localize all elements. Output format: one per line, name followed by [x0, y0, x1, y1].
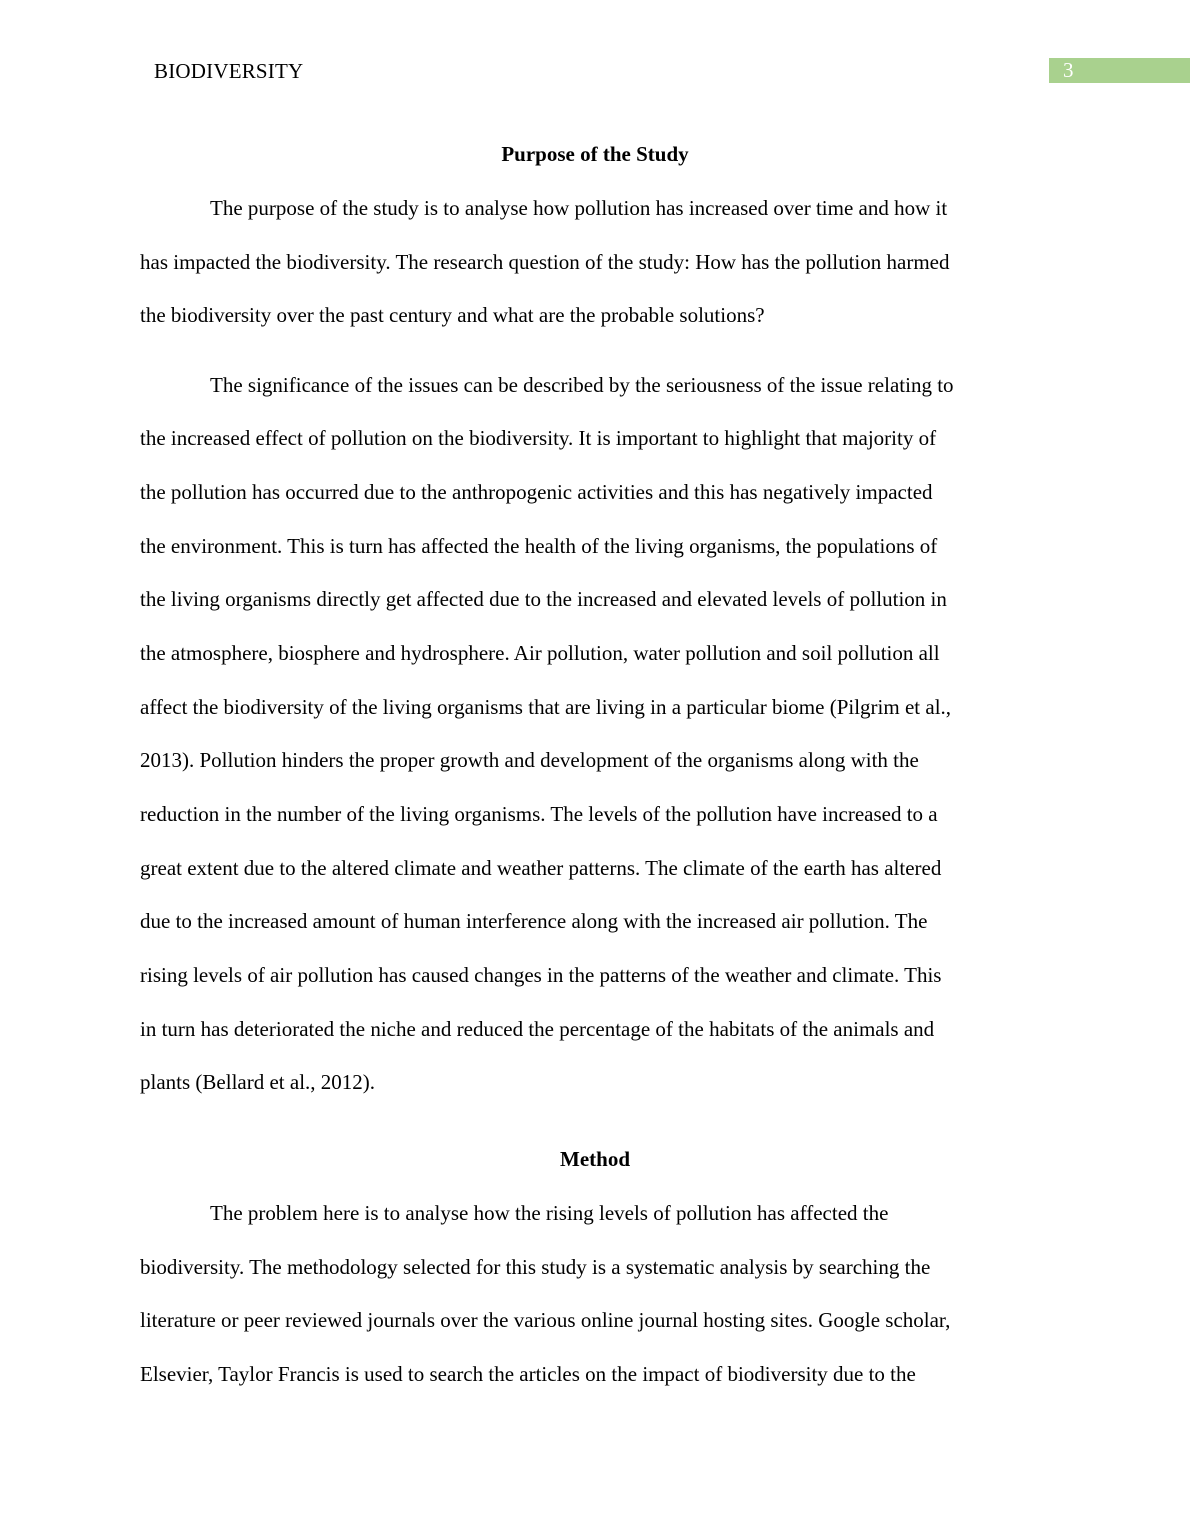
text-line: the environment. This is turn has affected the health of the living organisms, the populations of	[140, 534, 938, 558]
page-number-bar	[1049, 58, 1190, 83]
text-line: the atmosphere, biosphere and hydrosphere. Air pollution, water pollution and soil pollution all	[140, 641, 940, 665]
text-line: the biodiversity over the past century and what are the probable solutions?	[140, 303, 765, 327]
text-line: the increased effect of pollution on the biodiversity. It is important to highlight that majority of	[140, 426, 937, 450]
running-head: BIODIVERSITY	[154, 59, 304, 83]
text-line: in turn has deteriorated the niche and reduced the percentage of the habitats of the animals and	[140, 1017, 935, 1041]
text-line: plants (Bellard et al., 2012).	[140, 1070, 376, 1094]
text-line: literature or peer reviewed journals over the various online journal hosting sites. Google scholar,	[140, 1308, 951, 1332]
text-line: great extent due to the altered climate and weather patterns. The climate of the earth has altered	[140, 856, 942, 880]
text-line: The purpose of the study is to analyse how pollution has increased over time and how it	[210, 196, 948, 220]
section-heading-method: Method	[560, 1147, 630, 1171]
text-line: rising levels of air pollution has caused changes in the patterns of the weather and climate. This	[140, 963, 942, 987]
text-line: the living organisms directly get affected due to the increased and elevated levels of pollution in	[140, 587, 947, 611]
text-line: 2013). Pollution hinders the proper growth and development of the organisms along with the	[140, 748, 919, 772]
section-heading-purpose: Purpose of the Study	[501, 142, 689, 166]
text-line: The problem here is to analyse how the rising levels of pollution has affected the	[210, 1201, 889, 1225]
text-line: the pollution has occurred due to the anthropogenic activities and this has negatively impacted	[140, 480, 933, 504]
text-line: The significance of the issues can be described by the seriousness of the issue relating to	[210, 373, 954, 397]
text-line: affect the biodiversity of the living organisms that are living in a particular biome (Pilgrim et al.,	[140, 695, 952, 719]
text-line: biodiversity. The methodology selected for this study is a systematic analysis by searching the	[140, 1255, 931, 1279]
text-line: Elsevier, Taylor Francis is used to search the articles on the impact of biodiversity due to the	[140, 1362, 916, 1386]
text-line: reduction in the number of the living organisms. The levels of the pollution have increased to a	[140, 802, 938, 826]
text-line: due to the increased amount of human interference along with the increased air pollution. The	[140, 909, 928, 933]
text-line: has impacted the biodiversity. The research question of the study: How has the pollution harmed	[140, 250, 950, 274]
page-number: 3	[1063, 58, 1074, 82]
